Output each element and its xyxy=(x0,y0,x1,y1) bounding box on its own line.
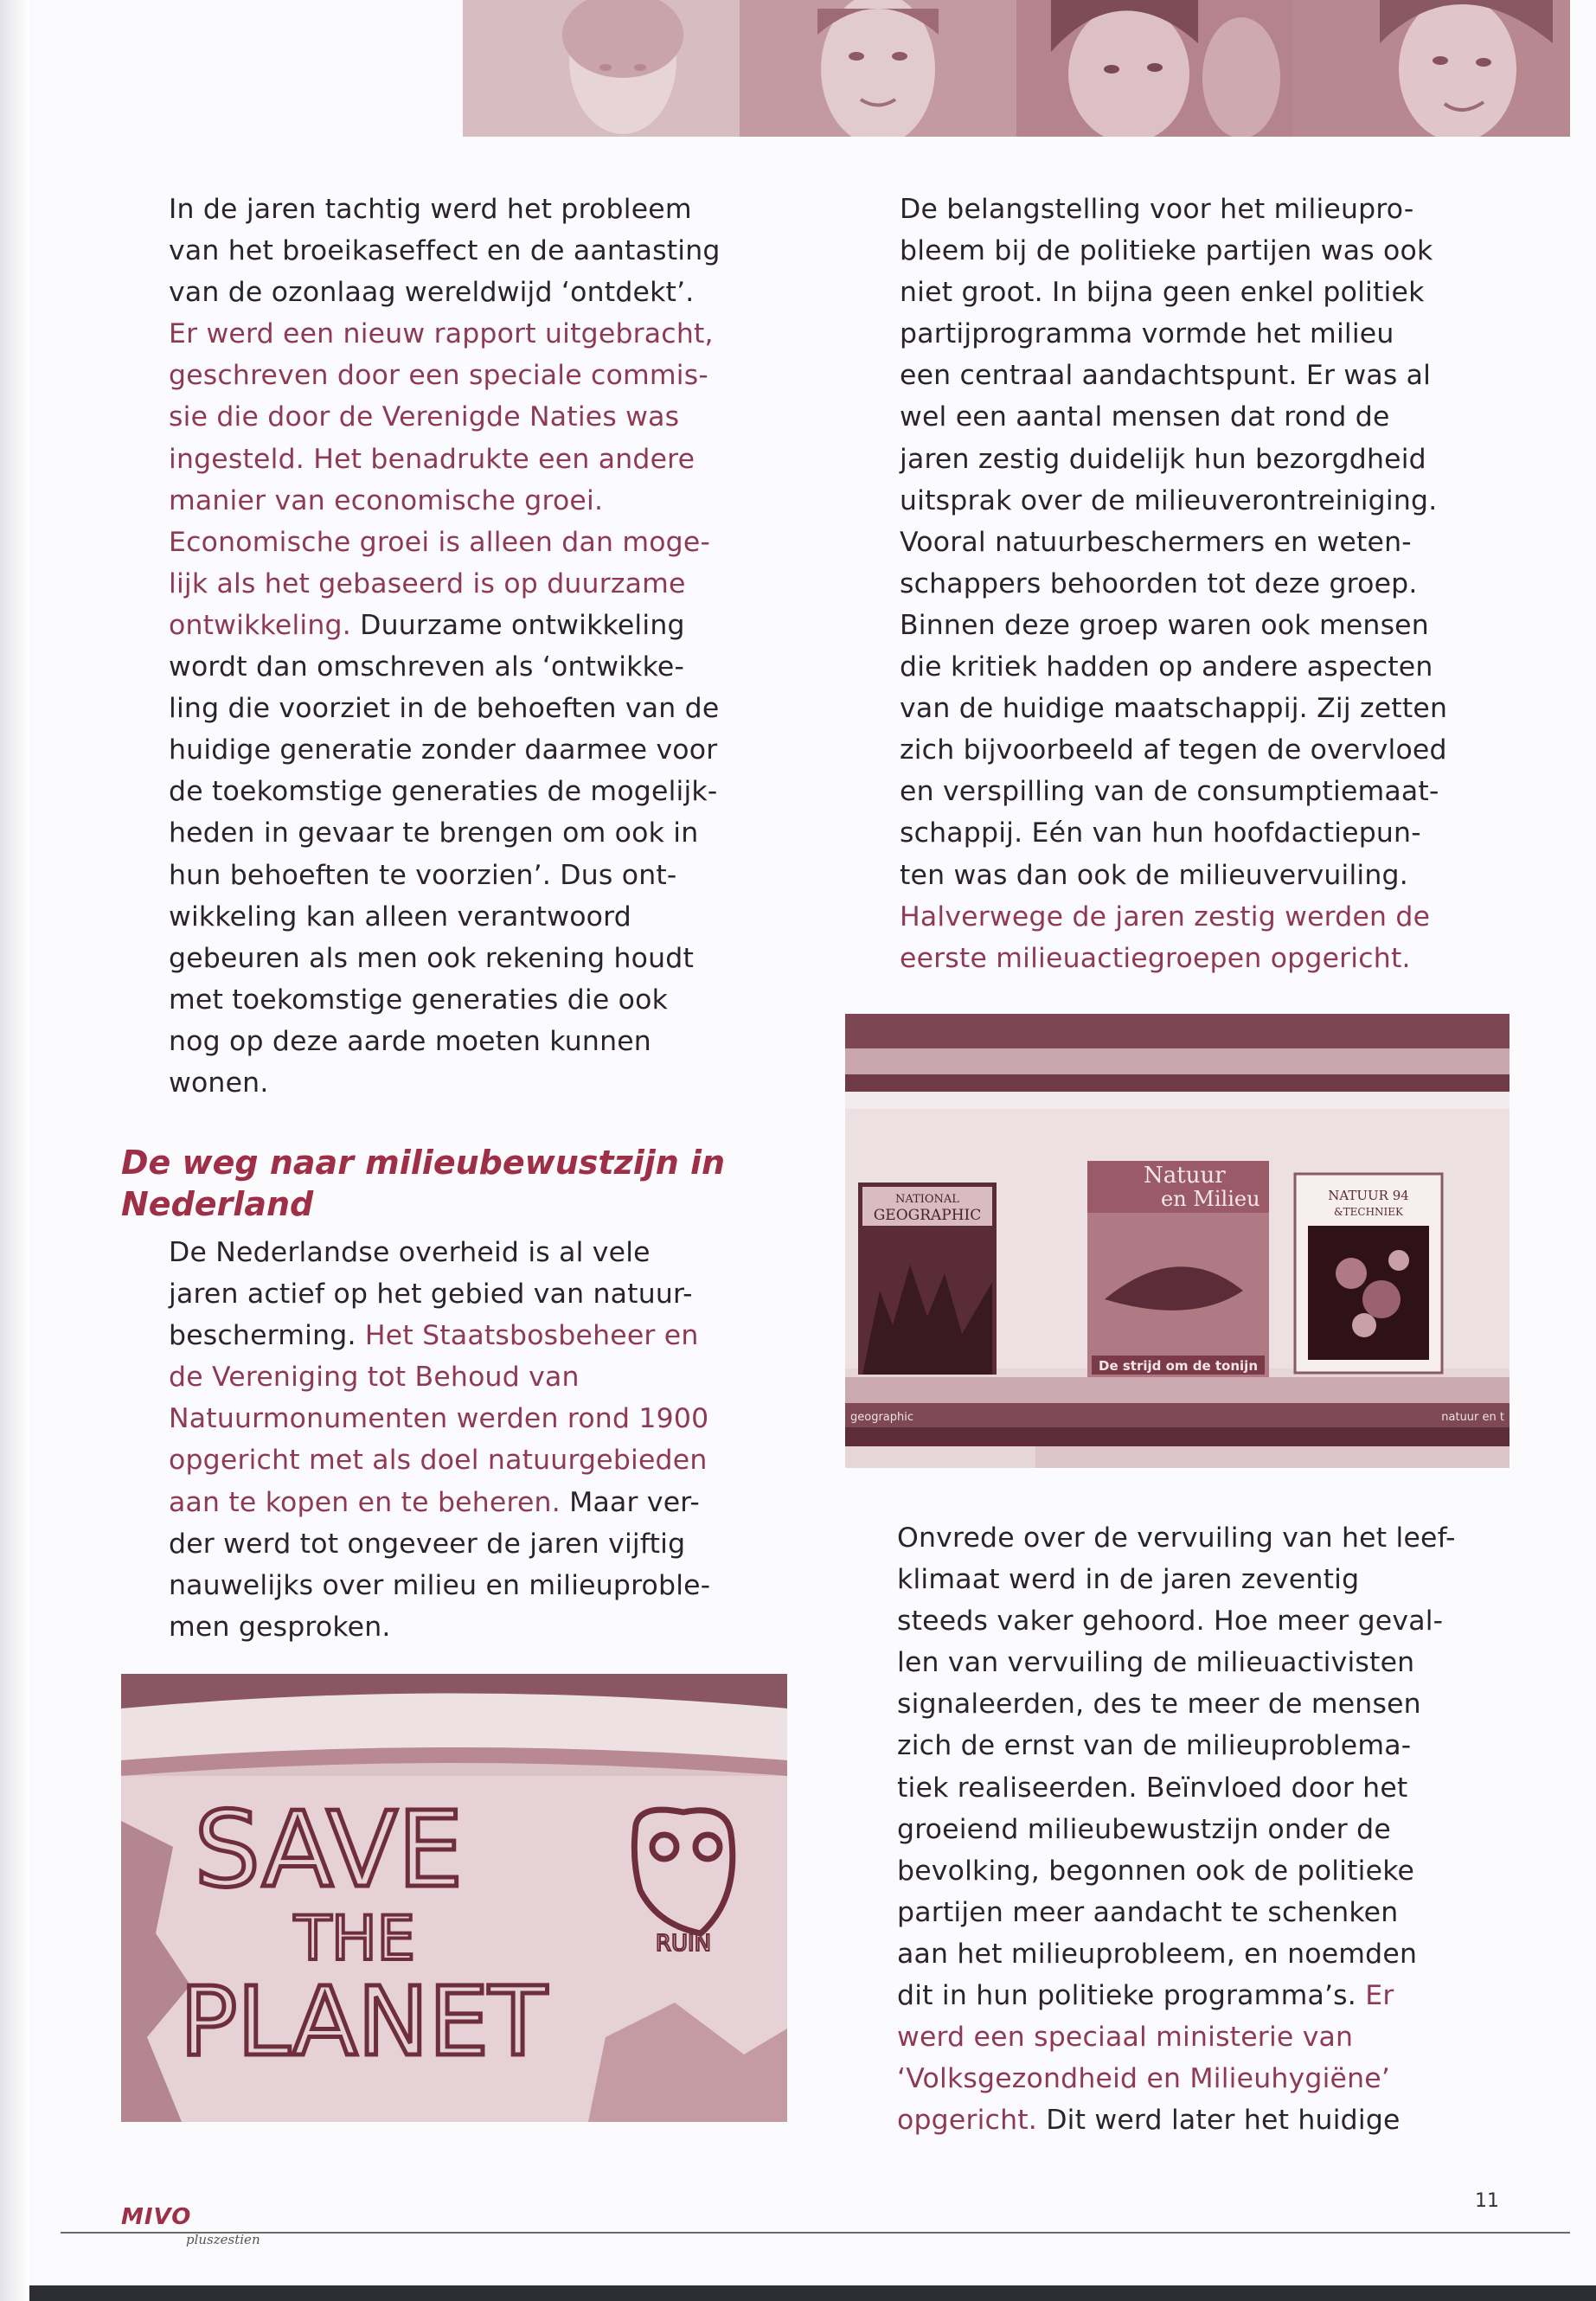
text-run: Duurzame ontwikkeling xyxy=(360,609,685,641)
left-line: nog op deze aarde moeten kunnen xyxy=(169,1025,651,1057)
left-line-highlight: lijk als het gebaseerd is op duurzame xyxy=(169,567,686,599)
right-line: len van vervuiling de milieuactivisten xyxy=(897,1647,1415,1679)
left-line: de toekomstige generaties de mogelijk- xyxy=(169,776,718,808)
footer-logo-subtitle: pluszestien xyxy=(186,2232,260,2247)
left-line-highlight: geschreven door een speciale commis- xyxy=(169,360,708,392)
svg-text:THE: THE xyxy=(294,1903,415,1974)
save-the-planet-photo xyxy=(121,1674,787,2122)
right-line: ten was dan ook de milieuvervuiling. xyxy=(900,859,1408,891)
section-line: De Nederlandse overheid is al vele xyxy=(169,1237,651,1268)
highlight-run: opgericht. xyxy=(897,2105,1047,2137)
svg-text:De strijd om de tonijn: De strijd om de tonijn xyxy=(1099,1358,1258,1374)
section-line: men gesproken. xyxy=(169,1611,391,1643)
right-column-top-text xyxy=(900,189,1522,979)
right-line: partijprogramma vormde het milieu xyxy=(900,318,1394,350)
right-column-bottom-text xyxy=(897,1517,1520,2141)
header-photo-face-2 xyxy=(740,0,1016,137)
left-line: wonen. xyxy=(169,1067,269,1099)
text-run: dit in hun politieke programma’s. xyxy=(897,1980,1366,2012)
svg-text:NATUUR 94: NATUUR 94 xyxy=(1328,1188,1409,1203)
right-line-highlight: werd een speciaal ministerie van xyxy=(897,2022,1354,2054)
right-line: steeds vaker gehoord. Hoe meer geval- xyxy=(897,1606,1444,1638)
right-line: bevolking, begonnen ook de politieke xyxy=(897,1855,1415,1887)
right-line: klimaat werd in de jaren zeventig xyxy=(897,1564,1360,1596)
right-line: tiek realiseerden. Beïnvloed door het xyxy=(897,1772,1408,1804)
section-line: nauwelijks over milieu en milieuproble- xyxy=(169,1569,711,1601)
footer-logo: MIVO xyxy=(121,2204,192,2230)
svg-text:geographic: geographic xyxy=(850,1411,914,1424)
svg-text:&TECHNIEK: &TECHNIEK xyxy=(1333,1206,1404,1218)
page-binding-edge xyxy=(0,0,29,2301)
right-line: Onvrede over de vervuiling van het leef- xyxy=(897,1522,1456,1554)
section-line-highlight: Natuurmonumenten werden rond 1900 xyxy=(169,1403,709,1435)
section-line-highlight: de Vereniging tot Behoud van xyxy=(169,1362,580,1394)
magazine-natuur-en-techniek xyxy=(1295,1174,1442,1373)
left-line-highlight: manier van economische groei. xyxy=(169,484,604,516)
right-line: partijen meer aandacht te schenken xyxy=(897,1896,1399,1928)
svg-text:GEOGRAPHIC: GEOGRAPHIC xyxy=(873,1207,982,1224)
right-line: bleem bij de politieke partijen was ook xyxy=(900,235,1433,267)
left-line: wordt dan omschreven als ‘ontwikke- xyxy=(169,651,685,683)
right-line: schappij. Eén van hun hoofdactiepun- xyxy=(900,817,1421,849)
left-line: In de jaren tachtig werd het probleem xyxy=(169,194,692,225)
right-line-split xyxy=(897,2099,1520,2141)
section-body-text xyxy=(169,1232,792,1648)
section-line: der werd tot ongeveer de jaren vijftig xyxy=(169,1528,686,1560)
magazines-photo xyxy=(845,1014,1509,1468)
header-photo-face-3 xyxy=(1016,0,1293,137)
svg-text:SAVE: SAVE xyxy=(194,1791,464,1911)
right-line: zich de ernst van de milieuproblema- xyxy=(897,1730,1412,1762)
left-column-text xyxy=(169,189,792,1104)
right-line: Vooral natuurbeschermers en weten- xyxy=(900,526,1412,558)
section-line: jaren actief op het gebied van natuur- xyxy=(169,1279,693,1311)
left-line: huidige generatie zonder daarmee voor xyxy=(169,734,718,766)
left-line: van het broeikaseffect en de aantasting xyxy=(169,235,721,267)
svg-text:natuur en t: natuur en t xyxy=(1441,1411,1504,1424)
section-heading xyxy=(121,1142,813,1225)
right-line: een centraal aandachtspunt. Er was al xyxy=(900,360,1432,392)
left-line: van de ozonlaag wereldwijd ‘ontdekt’. xyxy=(169,277,695,309)
left-line-highlight: ingesteld. Het benadrukte een andere xyxy=(169,443,695,475)
section-heading-line-2: Nederland xyxy=(121,1185,314,1223)
left-line-highlight: Economische groei is alleen dan moge- xyxy=(169,526,711,558)
left-line: hun behoeften te voorzien’. Dus ont- xyxy=(169,859,677,891)
page-bottom-edge xyxy=(29,2285,1596,2301)
page-number: 11 xyxy=(1475,2190,1499,2212)
left-line-highlight: Er werd een nieuw rapport uitgebracht, xyxy=(169,318,714,350)
right-line-highlight: ‘Volksgezondheid en Milieuhygiëne’ xyxy=(897,2063,1391,2095)
highlight-run: aan te kopen en te beheren. xyxy=(169,1486,570,1518)
section-heading-line-1: De weg naar milieubewustzijn in xyxy=(121,1144,726,1182)
left-line: wikkeling kan alleen verantwoord xyxy=(169,901,631,933)
footer-rule xyxy=(61,2232,1570,2234)
svg-text:RUIN: RUIN xyxy=(655,1931,712,1957)
right-line: uitsprak over de milieuverontreiniging. xyxy=(900,484,1438,516)
section-line-split xyxy=(169,1482,792,1523)
header-photo-face-1 xyxy=(463,0,740,137)
right-line: De belangstelling voor het milieupro- xyxy=(900,194,1414,225)
svg-text:PLANET: PLANET xyxy=(179,1966,548,2077)
right-line-highlight: Halverwege de jaren zestig werden de xyxy=(900,901,1431,933)
left-line: ling die voorziet in de behoeften van de xyxy=(169,693,720,725)
left-line-split xyxy=(169,605,792,646)
right-line: groeiend milieubewustzijn onder de xyxy=(897,1813,1391,1845)
right-line: schappers behoorden tot deze groep. xyxy=(900,567,1418,599)
text-run: bescherming. xyxy=(169,1320,365,1352)
right-line: zich bijvoorbeeld af tegen de overvloed xyxy=(900,734,1447,766)
right-line: signaleerden, des te meer de mensen xyxy=(897,1689,1421,1721)
text-run: Dit werd later het huidige xyxy=(1046,2105,1401,2137)
svg-text:en Milieu: en Milieu xyxy=(1161,1187,1260,1211)
right-line: jaren zestig duidelijk hun bezorgdheid xyxy=(900,443,1426,475)
right-line: aan het milieuprobleem, en noemden xyxy=(897,1938,1418,1970)
text-run: Maar ver- xyxy=(569,1486,700,1518)
highlight-run: Het Staatsbosbeheer en xyxy=(364,1320,699,1352)
left-line-highlight: sie die door de Verenigde Naties was xyxy=(169,401,680,433)
left-line: met toekomstige generaties die ook xyxy=(169,984,669,1016)
left-line: heden in gevaar te brengen om ook in xyxy=(169,817,699,849)
right-line: die kritiek hadden op andere aspecten xyxy=(900,651,1433,683)
magazine-natuur-en-milieu xyxy=(1087,1161,1269,1377)
highlight-run: ontwikkeling. xyxy=(169,609,361,641)
header-photo-strip xyxy=(463,0,1570,137)
left-line: gebeuren als men ook rekening houdt xyxy=(169,942,695,974)
section-line-highlight: opgericht met als doel natuurgebieden xyxy=(169,1445,708,1477)
right-line: wel een aantal mensen dat rond de xyxy=(900,401,1390,433)
highlight-run: Er xyxy=(1365,1980,1394,2012)
header-photo-face-4 xyxy=(1293,0,1570,137)
right-line-highlight: eerste milieuactiegroepen opgericht. xyxy=(900,942,1411,974)
svg-text:NATIONAL: NATIONAL xyxy=(895,1193,959,1206)
right-line: Binnen deze groep waren ook mensen xyxy=(900,609,1429,641)
right-line: en verspilling van de consumptiemaat- xyxy=(900,776,1439,808)
section-line-split xyxy=(169,1315,792,1356)
right-line: van de huidige maatschappij. Zij zetten xyxy=(900,693,1448,725)
right-line: niet groot. In bijna geen enkel politiek xyxy=(900,277,1425,309)
right-line-split xyxy=(897,1975,1520,2016)
svg-text:Natuur: Natuur xyxy=(1144,1163,1226,1189)
magazine-national-geographic xyxy=(858,1183,997,1375)
